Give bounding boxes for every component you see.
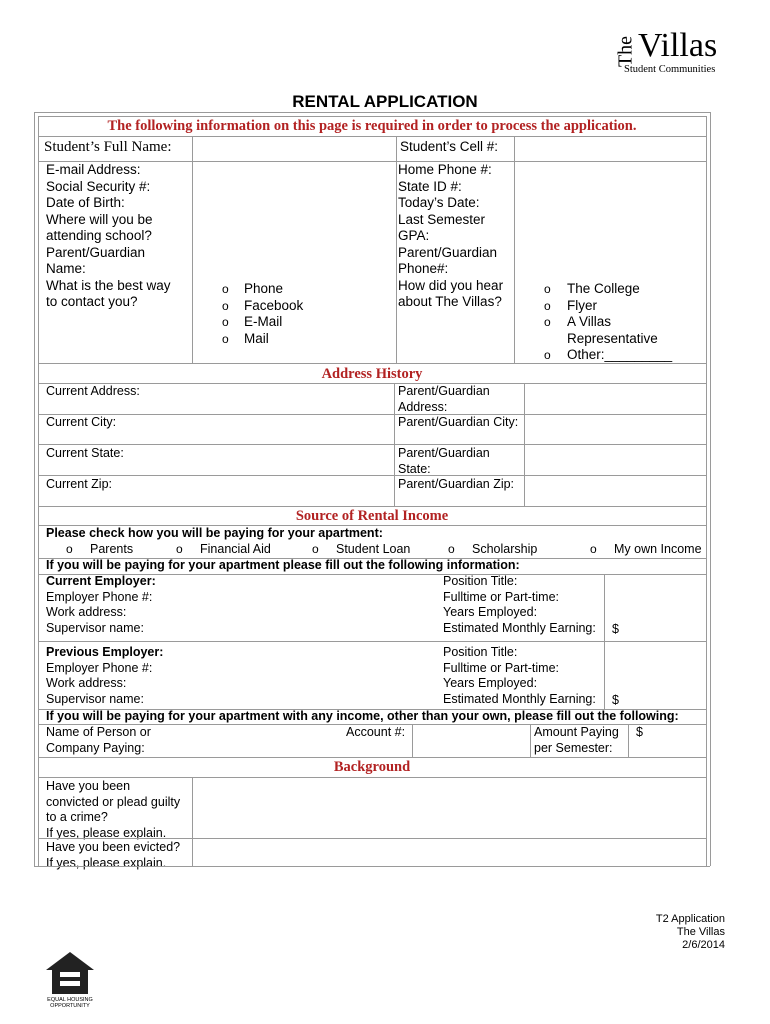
checkbox-bullet[interactable]: o bbox=[590, 542, 597, 556]
current-city-label: Current City: bbox=[46, 415, 117, 429]
checkbox-bullet[interactable]: o bbox=[448, 542, 455, 556]
monthly-earning-label: Estimated Monthly Earning: bbox=[443, 620, 596, 635]
current-state-label: Current State: bbox=[46, 446, 124, 460]
amount-dollar-sign: $ bbox=[636, 725, 643, 739]
years-employed-label: Years Employed: bbox=[443, 676, 538, 690]
hear-options bbox=[544, 281, 672, 364]
student-cell-label: Student’s Cell #: bbox=[400, 139, 499, 154]
equal-housing-line2: OPPORTUNITY bbox=[50, 1003, 90, 1009]
best-contact-label: What is the best way to contact you? bbox=[46, 277, 171, 309]
work-address-label: Work address: bbox=[46, 605, 127, 619]
footer-info bbox=[560, 913, 725, 952]
payment-option-own-income[interactable]: o My own Income bbox=[590, 542, 702, 556]
payment-options bbox=[38, 542, 706, 558]
checkbox-bullet[interactable]: o bbox=[544, 282, 551, 296]
previous-employer-right bbox=[443, 645, 596, 707]
footer-date: 2/6/2014 bbox=[682, 939, 725, 951]
amount-paying-label: Amount Paying per Semester: bbox=[534, 725, 619, 755]
contact-option-phone[interactable]: o Phone bbox=[222, 281, 284, 296]
page-title: RENTAL APPLICATION bbox=[292, 92, 478, 111]
guardian-name-label: Parent/Guardian Name: bbox=[46, 244, 146, 276]
equal-housing-line1: EQUAL HOUSING bbox=[47, 997, 93, 1003]
ssn-label: Social Security #: bbox=[46, 178, 151, 194]
guardian-city-label: Parent/Guardian City: bbox=[398, 415, 519, 429]
employment-type-label: Fulltime or Part-time: bbox=[443, 589, 559, 604]
other-income-prompt: If you will be paying for your apartment with any income, other than your own, please fill out the following: bbox=[46, 709, 679, 723]
previous-employer-title: Previous Employer: bbox=[46, 645, 164, 659]
checkbox-bullet[interactable]: o bbox=[66, 542, 73, 556]
personal-left-fields bbox=[46, 162, 171, 311]
work-address-label: Work address: bbox=[46, 676, 127, 690]
eviction-question: Have you been evicted? If yes, please explain. bbox=[46, 840, 181, 870]
position-title-label: Position Title: bbox=[443, 645, 518, 659]
checkbox-bullet[interactable]: o bbox=[544, 315, 551, 329]
checkbox-bullet[interactable]: o bbox=[222, 315, 229, 329]
employer-phone-label: Employer Phone #: bbox=[46, 589, 153, 604]
guardian-phone-label: Parent/Guardian Phone#: bbox=[398, 244, 498, 276]
dob-label: Date of Birth: bbox=[46, 195, 125, 210]
todays-date-label: Today’s Date: bbox=[398, 195, 480, 210]
state-id-label: State ID #: bbox=[398, 178, 462, 194]
checkbox-bullet[interactable]: o bbox=[222, 331, 229, 346]
current-address-label: Current Address: bbox=[46, 384, 140, 398]
equal-housing-icon bbox=[44, 950, 96, 1010]
footer-form-id: T2 Application bbox=[655, 913, 725, 925]
position-title-label: Position Title: bbox=[443, 574, 518, 588]
crime-question: Have you been convicted or plead guilty to a crime? If yes, please explain. bbox=[46, 779, 181, 840]
contact-option-facebook[interactable]: o Facebook bbox=[222, 297, 304, 313]
hear-about-label: How did you hear about The Villas? bbox=[398, 277, 504, 309]
previous-employer-block bbox=[46, 645, 163, 707]
checkbox-bullet[interactable]: o bbox=[544, 348, 551, 362]
payment-method-prompt: Please check how you will be paying for your apartment: bbox=[46, 526, 383, 540]
monthly-earning-label: Estimated Monthly Earning: bbox=[443, 691, 596, 706]
contact-option-mail[interactable]: o Mail bbox=[222, 330, 269, 346]
checkbox-bullet[interactable]: o bbox=[222, 282, 229, 296]
current-dollar-sign: $ bbox=[612, 622, 619, 636]
student-full-name-label: Student’s Full Name: bbox=[44, 139, 172, 155]
personal-right-fields bbox=[398, 162, 503, 311]
supervisor-label: Supervisor name: bbox=[46, 620, 144, 635]
income-heading: Source of Rental Income bbox=[295, 508, 449, 524]
guardian-state-label: Parent/Guardian State: bbox=[398, 446, 490, 476]
current-employer-title: Current Employer: bbox=[46, 574, 156, 588]
background-heading: Background bbox=[333, 759, 411, 775]
payment-option-scholarship[interactable]: o Scholarship bbox=[448, 542, 538, 556]
checkbox-bullet[interactable]: o bbox=[544, 298, 551, 313]
home-phone-label: Home Phone #: bbox=[398, 162, 492, 177]
guardian-zip-label: Parent/Guardian Zip: bbox=[398, 477, 515, 491]
logo-villas: Villas bbox=[638, 27, 718, 64]
gpa-label: Last Semester GPA: bbox=[398, 211, 486, 243]
logo bbox=[612, 18, 732, 78]
employer-prompt: If you will be paying for your apartment please fill out the following information: bbox=[46, 558, 520, 572]
checkbox-bullet[interactable]: o bbox=[176, 542, 183, 556]
hear-option-other[interactable]: o Other:_________ bbox=[544, 347, 673, 362]
current-zip-label: Current Zip: bbox=[46, 477, 112, 491]
employer-phone-label: Employer Phone #: bbox=[46, 660, 153, 675]
payer-name-label: Name of Person or Company Paying: bbox=[46, 725, 151, 755]
school-label: Where will you be attending school? bbox=[46, 211, 153, 243]
logo-subtitle: Student Communities bbox=[624, 64, 716, 75]
years-employed-label: Years Employed: bbox=[443, 605, 538, 619]
current-employer-right bbox=[443, 574, 596, 636]
hear-option-representative[interactable]: o A Villas Representative bbox=[544, 314, 658, 346]
checkbox-bullet[interactable]: o bbox=[312, 542, 319, 556]
logo-the: The bbox=[614, 35, 637, 68]
account-number-label: Account #: bbox=[346, 725, 406, 739]
guardian-address-label: Parent/Guardian Address: bbox=[398, 384, 490, 414]
payment-option-parents[interactable]: o Parents bbox=[66, 542, 134, 556]
previous-dollar-sign: $ bbox=[612, 693, 619, 707]
current-employer-block bbox=[46, 574, 156, 636]
employment-type-label: Fulltime or Part-time: bbox=[443, 660, 559, 675]
required-notice: The following information on this page is required in order to process the application. bbox=[107, 118, 637, 134]
supervisor-label: Supervisor name: bbox=[46, 691, 144, 706]
contact-option-email[interactable]: o E-Mail bbox=[222, 314, 283, 329]
address-history-heading: Address History bbox=[321, 366, 423, 382]
checkbox-bullet[interactable]: o bbox=[222, 298, 229, 313]
hear-option-flyer[interactable]: o Flyer bbox=[544, 297, 597, 313]
payment-option-financial-aid[interactable]: o Financial Aid bbox=[176, 542, 271, 556]
footer-company: The Villas bbox=[676, 926, 725, 938]
contact-options bbox=[222, 281, 303, 347]
email-label: E-mail Address: bbox=[46, 162, 141, 177]
hear-option-college[interactable]: o The College bbox=[544, 281, 640, 296]
payment-option-student-loan[interactable]: o Student Loan bbox=[312, 542, 411, 556]
